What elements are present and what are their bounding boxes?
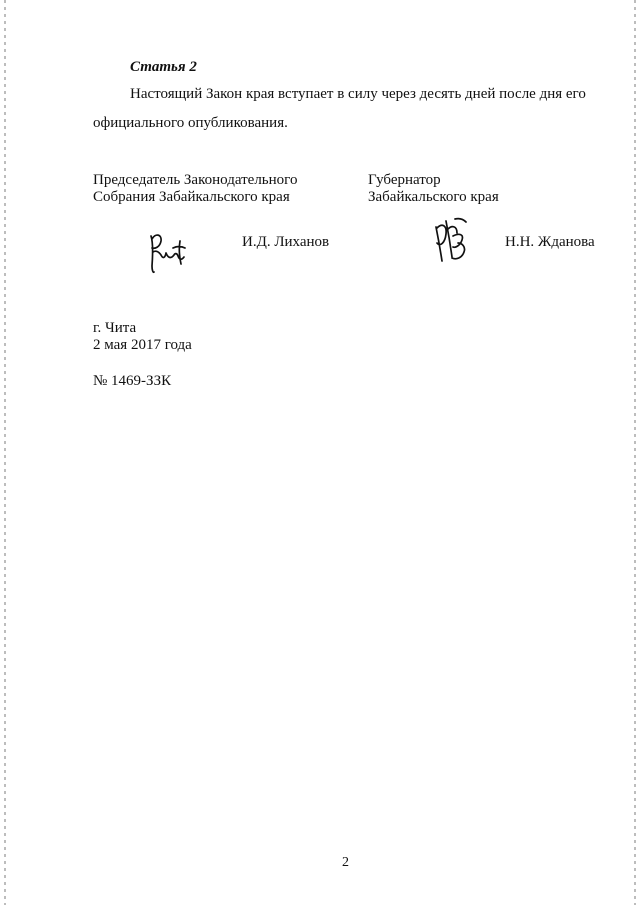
governor-title-line-2: Забайкальского края: [368, 189, 499, 205]
scan-edge-right: [634, 0, 636, 905]
chairman-name: И.Д. Лиханов: [242, 234, 330, 250]
document-place: г. Чита: [93, 320, 137, 336]
article-text-line-1: Настоящий Закон края вступает в силу через десять дней после дня его: [130, 86, 586, 102]
governor-name: Н.Н. Жданова: [505, 234, 595, 250]
chairman-title-line-1: Председатель Законодательного: [93, 172, 298, 188]
chairman-signature-icon: [140, 228, 195, 276]
article-title: Статья 2: [130, 59, 197, 75]
chairman-title-line-2: Собрания Забайкальского края: [93, 189, 290, 205]
page-number: 2: [342, 855, 349, 870]
governor-title-line-1: Губернатор: [368, 172, 441, 188]
governor-signature-icon: [428, 214, 478, 266]
document-date: 2 мая 2017 года: [93, 337, 192, 353]
scan-edge-left: [4, 0, 6, 905]
document-number: № 1469-ЗЗК: [93, 373, 172, 389]
article-text-line-2: официального опубликования.: [93, 115, 288, 131]
